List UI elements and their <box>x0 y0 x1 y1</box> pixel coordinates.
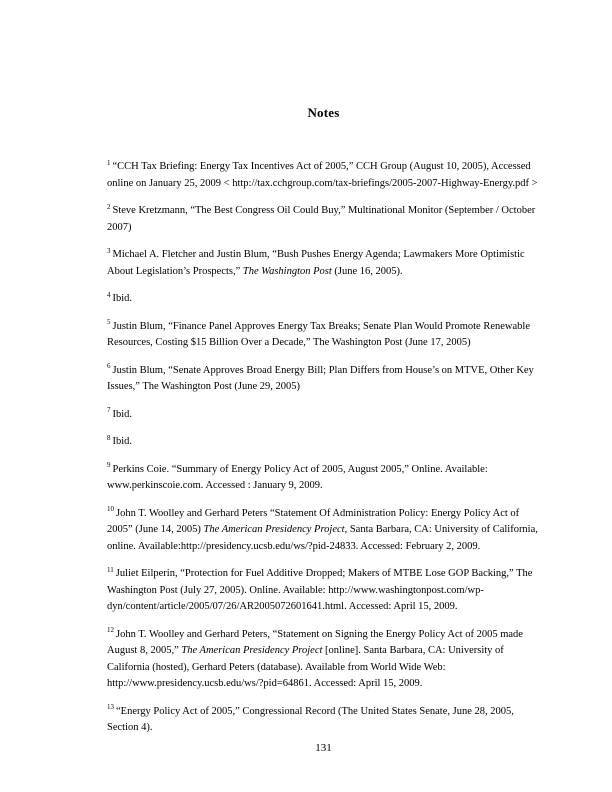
note-text: Juliet Eilperin, “Protection for Fuel Additive Dropped; Makers of MTBE Lose GOP Backing,” The Washington Post (July 27, 2005). Online. Available: http://www.washingtonpost.com/wp-dyn/content/article/2005/07/26/AR2005072601641.html. Accessed: April 15, 2009. <box>107 568 533 612</box>
note <box>107 159 540 192</box>
note-text: Ibid. <box>112 408 133 420</box>
page-title: Notes <box>307 105 340 120</box>
note-text: Ibid. <box>112 436 133 447</box>
note <box>107 566 540 616</box>
note-text: John T. Woolley and Gerhard Peters “Statement Of Administration Policy: Energy Policy Act of 2005” (June 14, 2005) <box>107 507 520 535</box>
notes-list <box>107 159 540 737</box>
note-text: Perkins Coie. “Summary of Energy Policy Act of 2005, August 2005,” Online. Available: www.perkinscoie.com. Accessed : January 9, 2009. <box>107 463 488 491</box>
note-text-italic: The American Presidency Project <box>203 524 345 535</box>
note <box>107 434 540 451</box>
note <box>107 462 540 495</box>
note-number: 5 <box>107 318 111 326</box>
note <box>107 506 540 556</box>
note-text-italic: The Washington Post <box>242 265 332 277</box>
note-text: , Santa Barbara, CA: University of California, online. Available:http://presidency.ucsb.edu/ws/?pid-24833. Accessed: February 2, 2009. <box>107 524 538 552</box>
note <box>107 203 540 236</box>
note-number: 3 <box>107 246 111 255</box>
note <box>107 319 540 352</box>
note-number: 6 <box>107 362 111 370</box>
note-text-italic: The American Presidency Project <box>181 645 323 656</box>
page-number: 131 <box>315 742 332 754</box>
note <box>107 627 540 693</box>
note-text: Justin Blum, “Finance Panel Approves Energy Tax Breaks; Senate Plan Would Promote Renewable Resources, Costing $15 Billion Over a Decade,” The Washington Post (June 17, 2005) <box>107 320 530 348</box>
note-number: 1 <box>107 158 111 167</box>
note <box>107 704 540 737</box>
note-text: Justin Blum, “Senate Approves Broad Energy Bill; Plan Differs from House’s on MTVE, Other Key Issues,” The Washington Post (June 29, 2005) <box>107 364 534 392</box>
note-text: “CCH Tax Briefing: Energy Tax Incentives Act of 2005,” CCH Group (August 10, 2005), Accessed online on January 25, 2009 < http://tax.cchgroup.com/tax-briefings/2005-2007-Highway-Energy.pdf > <box>107 161 538 189</box>
note-text: Ibid. <box>112 293 133 304</box>
note-number: 2 <box>107 202 111 211</box>
note-text: “Energy Policy Act of 2005,” Congressional Record (The United States Senate, June 28, 2005, Section 4). <box>107 705 514 733</box>
note <box>107 363 540 396</box>
note-text: (June 16, 2005). <box>331 265 403 277</box>
note <box>107 247 540 280</box>
note-text: Michael A. Fletcher and Justin Blum, “Bush Pushes Energy Agenda; Lawmakers More Optimistic About Legislation’s Prospects,” <box>107 249 525 277</box>
note-number: 13 <box>107 703 114 711</box>
note <box>107 291 540 308</box>
note-number: 7 <box>107 406 111 414</box>
note-text: John T. Woolley and Gerhard Peters, “Statement on Signing the Energy Policy Act of 2005 made August 8, 2005,” <box>107 628 523 656</box>
note-number: 4 <box>107 290 111 299</box>
note-number: 10 <box>107 505 114 513</box>
note-text: [online]. Santa Barbara, CA: University of California (hosted), Gerhard Peters (database). Available from World Wide Web: http://www.presidency.ucsb.edu/ws/?pid=64861. Accessed: April 15, 2009. <box>107 645 504 689</box>
note-number: 9 <box>107 461 111 469</box>
note-text: Steve Kretzmann, “The Best Congress Oil Could Buy,” Multinational Monitor (September / October 2007) <box>107 205 536 233</box>
note-number: 12 <box>107 626 114 634</box>
note-number: 8 <box>107 433 111 442</box>
note-number: 11 <box>107 565 114 574</box>
note <box>107 407 540 424</box>
